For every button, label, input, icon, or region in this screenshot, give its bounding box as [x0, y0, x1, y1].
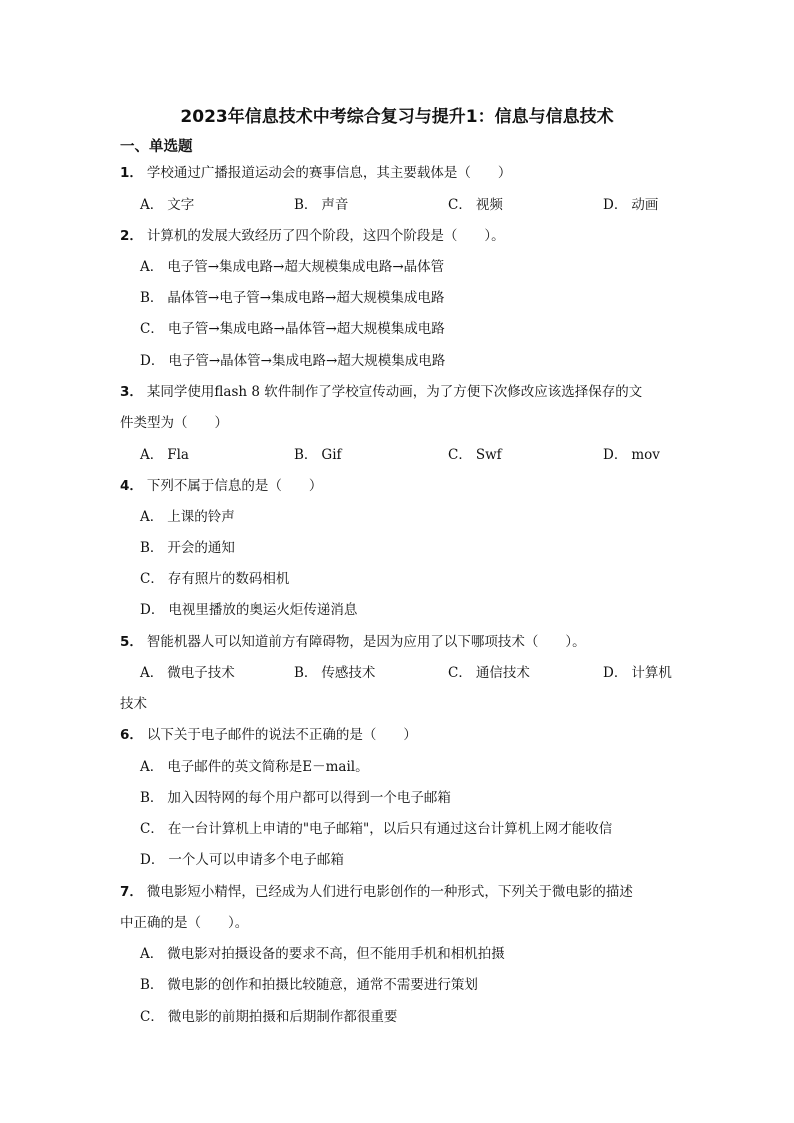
- question-text: 微电影短小精悍，已经成为人们进行电影创作的一种形式，下列关于微电影的描述: [146, 884, 633, 900]
- option-1b: B． 声音: [294, 197, 349, 213]
- option-2d: D． 电子管→晶体管→集成电路→超大规模集成电路: [140, 353, 446, 369]
- option-2c: C． 电子管→集成电路→晶体管→超大规模集成电路: [140, 321, 445, 337]
- option-7c: C． 微电影的前期拍摄和后期制作都很重要: [140, 1009, 398, 1025]
- question-3: [120, 382, 680, 402]
- question-number: 4．: [120, 478, 143, 494]
- question-text: 智能机器人可以知道前方有障碍物，是因为应用了以下哪项技术（ ）。: [146, 634, 586, 650]
- option-2b: B． 晶体管→电子管→集成电路→超大规模集成电路: [140, 290, 445, 306]
- option-4d: D． 电视里播放的奥运火炬传递消息: [140, 602, 358, 618]
- question-number: 7．: [120, 884, 143, 900]
- page-title: 2023年信息技术中考综合复习与提升1：信息与信息技术: [180, 107, 614, 127]
- option-4a: A． 上课的铃声: [140, 509, 235, 525]
- question-text: 下列不属于信息的是（ ）: [146, 478, 323, 494]
- option-5d: D． 计算机: [603, 665, 672, 681]
- option-3a: A． Fla: [140, 447, 189, 463]
- option-2a: A． 电子管→集成电路→超大规模集成电路→晶体管: [140, 259, 445, 275]
- option-3d: D． mov: [603, 447, 660, 463]
- option-1d: D． 动画: [603, 197, 659, 213]
- option-6d: D． 一个人可以申请多个电子邮箱: [140, 852, 344, 868]
- question-5: [120, 632, 680, 652]
- option-7b: B． 微电影的创作和拍摄比较随意，通常不需要进行策划: [140, 977, 478, 993]
- option-6a: A． 电子邮件的英文简称是E－mail。: [140, 759, 369, 775]
- question-text: 计算机的发展大致经历了四个阶段，这四个阶段是（ ）。: [146, 228, 505, 244]
- option-5b: B． 传感技术: [294, 665, 376, 681]
- option-3c: C． Swf: [448, 447, 502, 463]
- option-6c: C． 在一台计算机上申请的"电子邮箱"，以后只有通过这台计算机上网才能收信: [140, 821, 613, 837]
- option-1c: C． 视频: [448, 197, 503, 213]
- question-number: 5．: [120, 634, 143, 650]
- option-4b: B． 开会的通知: [140, 540, 235, 556]
- question-text: 某同学使用flash 8 软件制作了学校宣传动画，为了方便下次修改应该选择保存的文: [146, 384, 643, 400]
- question-3-continued: 件类型为（ ）: [120, 415, 228, 431]
- question-number: 6．: [120, 727, 143, 743]
- question-1: [120, 163, 680, 183]
- option-7a: A． 微电影对拍摄设备的要求不高，但不能用手机和相机拍摄: [140, 946, 505, 962]
- question-4: [120, 476, 680, 496]
- question-number: 3．: [120, 384, 143, 400]
- option-5d-wrap: 技术: [120, 696, 147, 712]
- question-2: [120, 226, 680, 246]
- question-6: [120, 725, 680, 745]
- option-5a: A． 微电子技术: [140, 665, 235, 681]
- section-heading: 一、单选题: [120, 139, 193, 155]
- option-5c: C． 通信技术: [448, 665, 530, 681]
- option-6b: B． 加入因特网的每个用户都可以得到一个电子邮箱: [140, 790, 451, 806]
- option-4c: C． 存有照片的数码相机: [140, 571, 290, 587]
- question-number: 2．: [120, 228, 143, 244]
- question-number: 1．: [120, 165, 143, 181]
- question-text: 学校通过广播报道运动会的赛事信息，其主要载体是（ ）: [146, 165, 512, 181]
- question-text: 以下关于电子邮件的说法不正确的是（ ）: [146, 727, 417, 743]
- option-1a: A． 文字: [140, 197, 195, 213]
- question-7: [120, 882, 680, 902]
- option-3b: B． Gif: [294, 447, 342, 463]
- question-7-continued: 中正确的是（ ）。: [120, 915, 249, 931]
